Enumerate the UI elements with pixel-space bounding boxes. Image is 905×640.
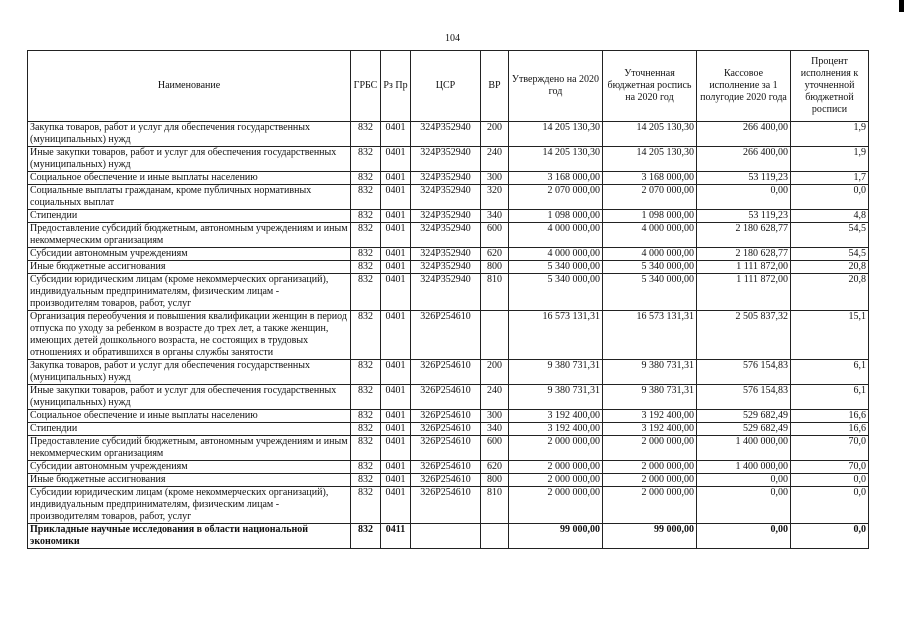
row-rzpr: 0401 [381, 311, 411, 360]
row-refined: 2 000 000,00 [603, 461, 697, 474]
row-rzpr: 0401 [381, 274, 411, 311]
table-row [28, 274, 869, 311]
table-row [28, 385, 869, 410]
row-percent: 16,6 [791, 423, 869, 436]
table-row [28, 436, 869, 461]
row-cash: 53 119,23 [697, 210, 791, 223]
row-refined: 2 000 000,00 [603, 436, 697, 461]
row-approved: 3 192 400,00 [509, 423, 603, 436]
row-approved: 14 205 130,30 [509, 122, 603, 147]
row-grbs: 832 [351, 261, 381, 274]
row-grbs: 832 [351, 248, 381, 261]
row-approved: 9 380 731,31 [509, 385, 603, 410]
row-vr: 340 [481, 423, 509, 436]
row-cash: 2 505 837,32 [697, 311, 791, 360]
row-name: Прикладные научные исследования в области национальной экономики [28, 524, 351, 549]
row-cash: 576 154,83 [697, 360, 791, 385]
row-cash: 1 400 000,00 [697, 436, 791, 461]
table-row [28, 360, 869, 385]
row-grbs: 832 [351, 385, 381, 410]
row-csr: 326P254610 [411, 311, 481, 360]
row-csr [411, 524, 481, 549]
row-percent: 0,0 [791, 524, 869, 549]
row-percent: 70,0 [791, 436, 869, 461]
row-rzpr: 0401 [381, 423, 411, 436]
row-name: Иные бюджетные ассигнования [28, 261, 351, 274]
row-cash: 1 111 872,00 [697, 274, 791, 311]
row-percent: 1,9 [791, 122, 869, 147]
row-cash: 266 400,00 [697, 147, 791, 172]
row-csr: 324P352940 [411, 172, 481, 185]
table-row [28, 223, 869, 248]
row-cash: 529 682,49 [697, 410, 791, 423]
row-approved: 3 168 000,00 [509, 172, 603, 185]
row-approved: 3 192 400,00 [509, 410, 603, 423]
row-approved: 99 000,00 [509, 524, 603, 549]
row-rzpr: 0401 [381, 147, 411, 172]
row-grbs: 832 [351, 274, 381, 311]
row-vr: 300 [481, 172, 509, 185]
row-grbs: 832 [351, 410, 381, 423]
row-name: Предоставление субсидий бюджетным, автономным учреждениям и иным некоммерческим организациям [28, 436, 351, 461]
row-percent: 20,8 [791, 274, 869, 311]
row-name: Иные закупки товаров, работ и услуг для обеспечения государственных (муниципальных) нужд [28, 147, 351, 172]
row-name: Социальное обеспечение и иные выплаты населению [28, 410, 351, 423]
row-csr: 324P352940 [411, 274, 481, 311]
row-refined: 4 000 000,00 [603, 223, 697, 248]
row-percent: 6,1 [791, 360, 869, 385]
row-refined: 5 340 000,00 [603, 261, 697, 274]
row-rzpr: 0401 [381, 385, 411, 410]
row-name: Стипендии [28, 210, 351, 223]
row-percent: 15,1 [791, 311, 869, 360]
row-grbs: 832 [351, 436, 381, 461]
row-refined: 1 098 000,00 [603, 210, 697, 223]
row-refined: 2 000 000,00 [603, 474, 697, 487]
page-corner-mark [899, 0, 904, 12]
row-grbs: 832 [351, 210, 381, 223]
row-grbs: 832 [351, 122, 381, 147]
row-approved: 5 340 000,00 [509, 274, 603, 311]
row-cash: 0,00 [697, 524, 791, 549]
row-refined: 16 573 131,31 [603, 311, 697, 360]
row-cash: 53 119,23 [697, 172, 791, 185]
row-percent: 20,8 [791, 261, 869, 274]
row-approved: 9 380 731,31 [509, 360, 603, 385]
row-name: Субсидии юридическим лицам (кроме некоммерческих организаций), индивидуальным предпринимателям, физическим лицам - производителям товаров, работ, услуг [28, 274, 351, 311]
row-grbs: 832 [351, 360, 381, 385]
table-row [28, 487, 869, 524]
row-name: Субсидии юридическим лицам (кроме некоммерческих организаций), индивидуальным предпринимателям, физическим лицам - производителям товаров, работ, услуг [28, 487, 351, 524]
row-grbs: 832 [351, 423, 381, 436]
row-csr: 326P254610 [411, 423, 481, 436]
row-grbs: 832 [351, 487, 381, 524]
table-row [28, 474, 869, 487]
row-grbs: 832 [351, 185, 381, 210]
row-refined: 9 380 731,31 [603, 360, 697, 385]
row-vr [481, 524, 509, 549]
row-percent: 4,8 [791, 210, 869, 223]
row-csr: 324P352940 [411, 147, 481, 172]
row-rzpr: 0411 [381, 524, 411, 549]
row-csr: 326P254610 [411, 474, 481, 487]
table-row [28, 210, 869, 223]
row-name: Организация переобучения и повышения квалификации женщин в период отпуска по уходу за ребенком в возрасте до трех лет, а также женщин, имеющих детей дошкольного возраста, не состоящих в трудовых отношениях и обратившихся в органы службы занятости [28, 311, 351, 360]
row-rzpr: 0401 [381, 223, 411, 248]
table-row [28, 311, 869, 360]
row-vr: 340 [481, 210, 509, 223]
row-rzpr: 0401 [381, 436, 411, 461]
row-rzpr: 0401 [381, 461, 411, 474]
row-name: Иные бюджетные ассигнования [28, 474, 351, 487]
row-approved: 2 000 000,00 [509, 436, 603, 461]
row-percent: 6,1 [791, 385, 869, 410]
header-rzpr: Рз Пр [381, 51, 411, 122]
row-vr: 620 [481, 248, 509, 261]
table-row [28, 423, 869, 436]
row-refined: 3 168 000,00 [603, 172, 697, 185]
row-grbs: 832 [351, 474, 381, 487]
row-vr: 320 [481, 185, 509, 210]
row-percent: 0,0 [791, 474, 869, 487]
row-percent: 16,6 [791, 410, 869, 423]
row-csr: 324P352940 [411, 210, 481, 223]
row-name: Закупка товаров, работ и услуг для обеспечения государственных (муниципальных) нужд [28, 360, 351, 385]
row-percent: 0,0 [791, 185, 869, 210]
table-body [28, 122, 869, 549]
row-cash: 266 400,00 [697, 122, 791, 147]
header-approved: Утверждено на 2020 год [509, 51, 603, 122]
table-row [28, 410, 869, 423]
row-cash: 1 111 872,00 [697, 261, 791, 274]
row-csr: 324P352940 [411, 122, 481, 147]
row-name: Иные закупки товаров, работ и услуг для обеспечения государственных (муниципальных) нужд [28, 385, 351, 410]
row-cash: 1 400 000,00 [697, 461, 791, 474]
row-refined: 14 205 130,30 [603, 147, 697, 172]
row-name: Предоставление субсидий бюджетным, автономным учреждениям и иным некоммерческим организациям [28, 223, 351, 248]
row-grbs: 832 [351, 524, 381, 549]
row-csr: 326P254610 [411, 461, 481, 474]
row-approved: 4 000 000,00 [509, 248, 603, 261]
row-vr: 240 [481, 147, 509, 172]
row-vr: 810 [481, 274, 509, 311]
row-cash: 2 180 628,77 [697, 223, 791, 248]
row-vr: 200 [481, 360, 509, 385]
header-csr: ЦСР [411, 51, 481, 122]
row-csr: 326P254610 [411, 385, 481, 410]
row-percent: 1,9 [791, 147, 869, 172]
row-refined: 5 340 000,00 [603, 274, 697, 311]
row-approved: 1 098 000,00 [509, 210, 603, 223]
row-approved: 2 070 000,00 [509, 185, 603, 210]
row-csr: 324P352940 [411, 185, 481, 210]
row-vr: 300 [481, 410, 509, 423]
row-percent: 54,5 [791, 248, 869, 261]
row-cash: 0,00 [697, 487, 791, 524]
row-rzpr: 0401 [381, 487, 411, 524]
row-csr: 326P254610 [411, 487, 481, 524]
row-vr: 200 [481, 122, 509, 147]
table-row [28, 461, 869, 474]
row-approved: 2 000 000,00 [509, 461, 603, 474]
row-refined: 2 000 000,00 [603, 487, 697, 524]
row-grbs: 832 [351, 147, 381, 172]
row-cash: 0,00 [697, 185, 791, 210]
row-csr: 324P352940 [411, 248, 481, 261]
row-name: Социальное обеспечение и иные выплаты населению [28, 172, 351, 185]
row-name: Социальные выплаты гражданам, кроме публичных нормативных социальных выплат [28, 185, 351, 210]
row-csr: 324P352940 [411, 223, 481, 248]
row-csr: 326P254610 [411, 360, 481, 385]
row-vr: 600 [481, 223, 509, 248]
row-approved: 14 205 130,30 [509, 147, 603, 172]
row-percent: 0,0 [791, 487, 869, 524]
row-name: Стипендии [28, 423, 351, 436]
table-row [28, 185, 869, 210]
row-approved: 5 340 000,00 [509, 261, 603, 274]
row-rzpr: 0401 [381, 410, 411, 423]
row-refined: 2 070 000,00 [603, 185, 697, 210]
table-row [28, 122, 869, 147]
row-grbs: 832 [351, 172, 381, 185]
row-approved: 16 573 131,31 [509, 311, 603, 360]
table-row [28, 248, 869, 261]
header-cash: Кассовое исполнение за 1 полугодие 2020 года [697, 51, 791, 122]
table-row [28, 524, 869, 549]
row-name: Субсидии автономным учреждениям [28, 461, 351, 474]
row-vr: 800 [481, 261, 509, 274]
row-percent: 70,0 [791, 461, 869, 474]
row-csr: 324P352940 [411, 261, 481, 274]
table-row [28, 147, 869, 172]
header-percent: Процент исполнения к уточненной бюджетной росписи [791, 51, 869, 122]
row-rzpr: 0401 [381, 261, 411, 274]
row-csr: 326P254610 [411, 410, 481, 423]
row-name: Закупка товаров, работ и услуг для обеспечения государственных (муниципальных) нужд [28, 122, 351, 147]
row-refined: 9 380 731,31 [603, 385, 697, 410]
row-vr: 620 [481, 461, 509, 474]
row-percent: 1,7 [791, 172, 869, 185]
row-vr: 240 [481, 385, 509, 410]
header-grbs: ГРБС [351, 51, 381, 122]
row-csr: 326P254610 [411, 436, 481, 461]
row-rzpr: 0401 [381, 185, 411, 210]
row-rzpr: 0401 [381, 210, 411, 223]
row-approved: 4 000 000,00 [509, 223, 603, 248]
row-grbs: 832 [351, 461, 381, 474]
row-rzpr: 0401 [381, 248, 411, 261]
row-vr: 600 [481, 436, 509, 461]
row-vr: 800 [481, 474, 509, 487]
table-header-row [28, 51, 869, 122]
row-vr: 810 [481, 487, 509, 524]
header-name: Наименование [28, 51, 351, 122]
row-rzpr: 0401 [381, 172, 411, 185]
header-vr: ВР [481, 51, 509, 122]
row-vr [481, 311, 509, 360]
row-refined: 4 000 000,00 [603, 248, 697, 261]
row-cash: 2 180 628,77 [697, 248, 791, 261]
row-name: Субсидии автономным учреждениям [28, 248, 351, 261]
row-cash: 0,00 [697, 474, 791, 487]
row-rzpr: 0401 [381, 122, 411, 147]
row-refined: 3 192 400,00 [603, 423, 697, 436]
row-grbs: 832 [351, 223, 381, 248]
row-refined: 3 192 400,00 [603, 410, 697, 423]
row-cash: 529 682,49 [697, 423, 791, 436]
table-row [28, 261, 869, 274]
row-percent: 54,5 [791, 223, 869, 248]
row-grbs: 832 [351, 311, 381, 360]
row-approved: 2 000 000,00 [509, 487, 603, 524]
budget-table [27, 50, 869, 549]
header-refined: Уточненная бюджетная роспись на 2020 год [603, 51, 697, 122]
row-cash: 576 154,83 [697, 385, 791, 410]
row-rzpr: 0401 [381, 474, 411, 487]
row-rzpr: 0401 [381, 360, 411, 385]
table-row [28, 172, 869, 185]
row-refined: 99 000,00 [603, 524, 697, 549]
row-refined: 14 205 130,30 [603, 122, 697, 147]
row-approved: 2 000 000,00 [509, 474, 603, 487]
page-number: 104 [445, 33, 460, 44]
